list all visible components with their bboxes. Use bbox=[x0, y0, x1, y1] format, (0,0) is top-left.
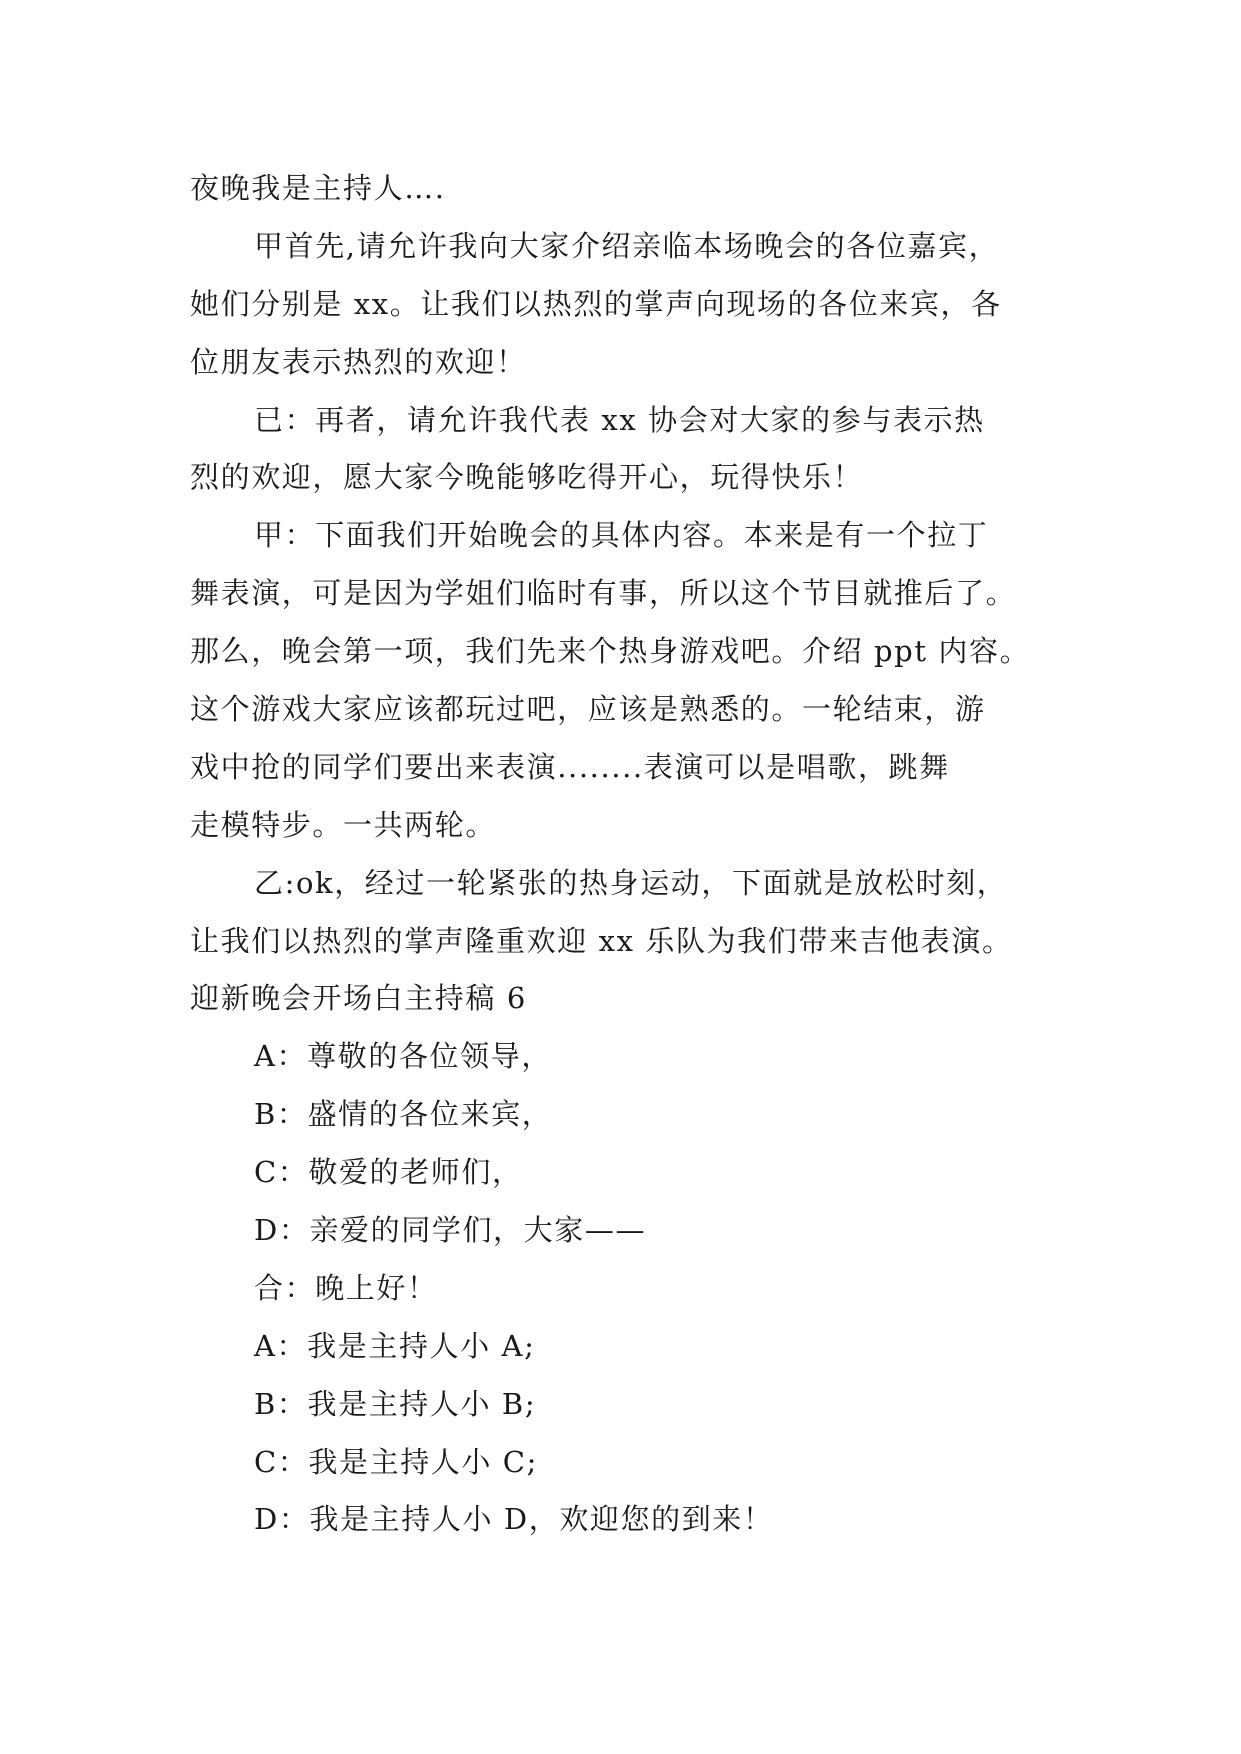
text-line: 这个游戏大家应该都玩过吧，应该是熟悉的。一轮结束，游 bbox=[190, 692, 986, 727]
dialogue-line: A：尊敬的各位领导， bbox=[254, 1039, 552, 1074]
document-body bbox=[190, 160, 1090, 1549]
text-line: 乙:ok，经过一轮紧张的热身运动，下面就是放松时刻， bbox=[254, 865, 1008, 900]
text-line: 已：再者，请允许我代表 xx 协会对大家的参与表示热 bbox=[254, 402, 985, 437]
dialogue-line: B：盛情的各位来宾， bbox=[254, 1097, 553, 1132]
text-line: 甲：下面我们开始晚会的具体内容。本来是有一个拉丁 bbox=[254, 518, 989, 553]
dialogue-line: D：亲爱的同学们，大家—— bbox=[254, 1213, 647, 1248]
text-line: 夜晚我是主持人…. bbox=[190, 171, 446, 205]
dialogue-line: 合：晚上好！ bbox=[254, 1270, 438, 1305]
dialogue-line: C：我是主持人小 C; bbox=[254, 1444, 538, 1479]
text-line: 走模特步。一共两轮。 bbox=[190, 807, 497, 842]
section-heading: 迎新晚会开场白主持稿 6 bbox=[190, 981, 527, 1016]
text-line: 戏中抢的同学们要出来表演........表演可以是唱歌，跳舞 bbox=[190, 749, 950, 784]
dialogue-line: A：我是主持人小 A; bbox=[254, 1328, 536, 1363]
dialogue-line: B：我是主持人小 B; bbox=[254, 1386, 537, 1421]
text-line: 舞表演，可是因为学姐们临时有事，所以这个节目就推后了。 bbox=[190, 576, 1017, 611]
text-line: 位朋友表示热烈的欢迎！ bbox=[190, 344, 527, 379]
text-line: 那么，晚会第一项，我们先来个热身游戏吧。介绍 ppt 内容。 bbox=[190, 634, 1031, 669]
text-line: 让我们以热烈的掌声隆重欢迎 xx 乐队为我们带来吉他表演。 bbox=[190, 923, 1013, 958]
text-line: 她们分别是 xx。让我们以热烈的掌声向现场的各位来宾，各 bbox=[190, 286, 1002, 321]
dialogue-line: C：敬爱的老师们， bbox=[254, 1155, 523, 1190]
text-line: 烈的欢迎，愿大家今晚能够吃得开心，玩得快乐！ bbox=[190, 460, 864, 495]
text-line: 甲首先,请允许我向大家介绍亲临本场晚会的各位嘉宾， bbox=[254, 228, 1000, 263]
dialogue-line: D：我是主持人小 D，欢迎您的到来！ bbox=[254, 1502, 774, 1537]
